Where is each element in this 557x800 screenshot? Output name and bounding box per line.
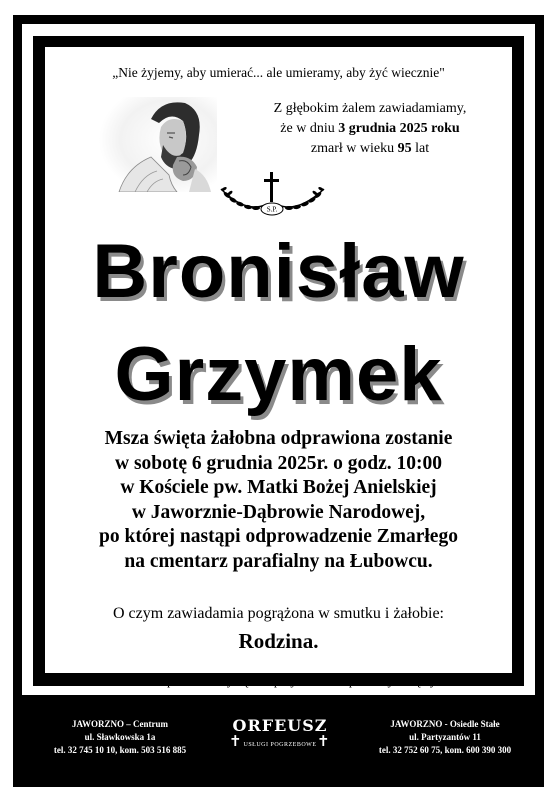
mass-line: w sobotę 6 grudnia 2025r. o godz. 10:00 bbox=[114, 452, 442, 474]
brand-name: ORFEUSZ bbox=[232, 716, 328, 735]
praying-jesus-portrait bbox=[99, 97, 217, 192]
cross-with-palm-branches-icon bbox=[215, 169, 330, 221]
deceased-last-name: Grzymek bbox=[114, 332, 443, 417]
brand-subtitle: USŁUGI POGRZEBOWE bbox=[243, 742, 317, 748]
footer-right-city: JAWORZNO - Osiedle Stałe bbox=[390, 719, 500, 729]
footer-right-address bbox=[355, 718, 535, 757]
cross-icon: ✝ bbox=[317, 734, 330, 750]
footer-left-address bbox=[30, 718, 210, 757]
footer-left-street: ul. Sławkowska 1a bbox=[84, 732, 156, 742]
age-value: 95 bbox=[397, 141, 412, 156]
mass-line: na cmentarz parafialny na Łubowcu. bbox=[124, 550, 433, 572]
footer-left-city: JAWORZNO – Centrum bbox=[72, 719, 168, 729]
death-date: 3 grudnia 2025 roku bbox=[338, 121, 460, 136]
announcement-text bbox=[225, 99, 515, 159]
announcement-line-1: Z głębokim żalem zawiadamiamy, bbox=[273, 101, 467, 116]
motto-quote: „Nie żyjemy, aby umierać... ale umieramy, aby żyć wiecznie" bbox=[112, 65, 445, 80]
age-unit: lat bbox=[411, 141, 430, 156]
announcement-line-2: że w dniu bbox=[280, 121, 339, 136]
announcement-line-3: zmarł w wieku bbox=[310, 141, 398, 156]
mass-line: po której nastąpi odprowadzenie Zmarłego bbox=[99, 526, 458, 548]
obituary-card bbox=[45, 47, 512, 688]
cross-icon: ✝ bbox=[229, 734, 242, 750]
emblem-monogram: S.P. bbox=[266, 205, 278, 214]
bus-info: Autobus podstawiony będzie przy Kościele po Mszy świętej. bbox=[119, 673, 438, 688]
mass-line: w Kościele pw. Matki Bożej Anielskiej bbox=[120, 477, 437, 499]
mass-line: w Jaworznie-Dąbrowie Narodowej, bbox=[131, 501, 426, 523]
mass-details bbox=[45, 427, 512, 575]
mourning-notice: O czym zawiadamia pogrążona w smutku i żałobie: bbox=[113, 605, 444, 622]
footer-right-phone: tel. 32 752 60 75, kom. 600 390 300 bbox=[378, 745, 512, 755]
footer-right-street: ul. Partyzantów 11 bbox=[409, 732, 481, 742]
orfeusz-logo bbox=[225, 712, 335, 764]
deceased-first-name: Bronisław bbox=[92, 229, 465, 314]
family-signature: Rodzina. bbox=[238, 629, 319, 653]
mass-line: Msza święta żałobna odprawiona zostanie bbox=[104, 428, 453, 449]
footer-left-phone: tel. 32 745 10 10, kom. 503 516 885 bbox=[53, 745, 187, 755]
